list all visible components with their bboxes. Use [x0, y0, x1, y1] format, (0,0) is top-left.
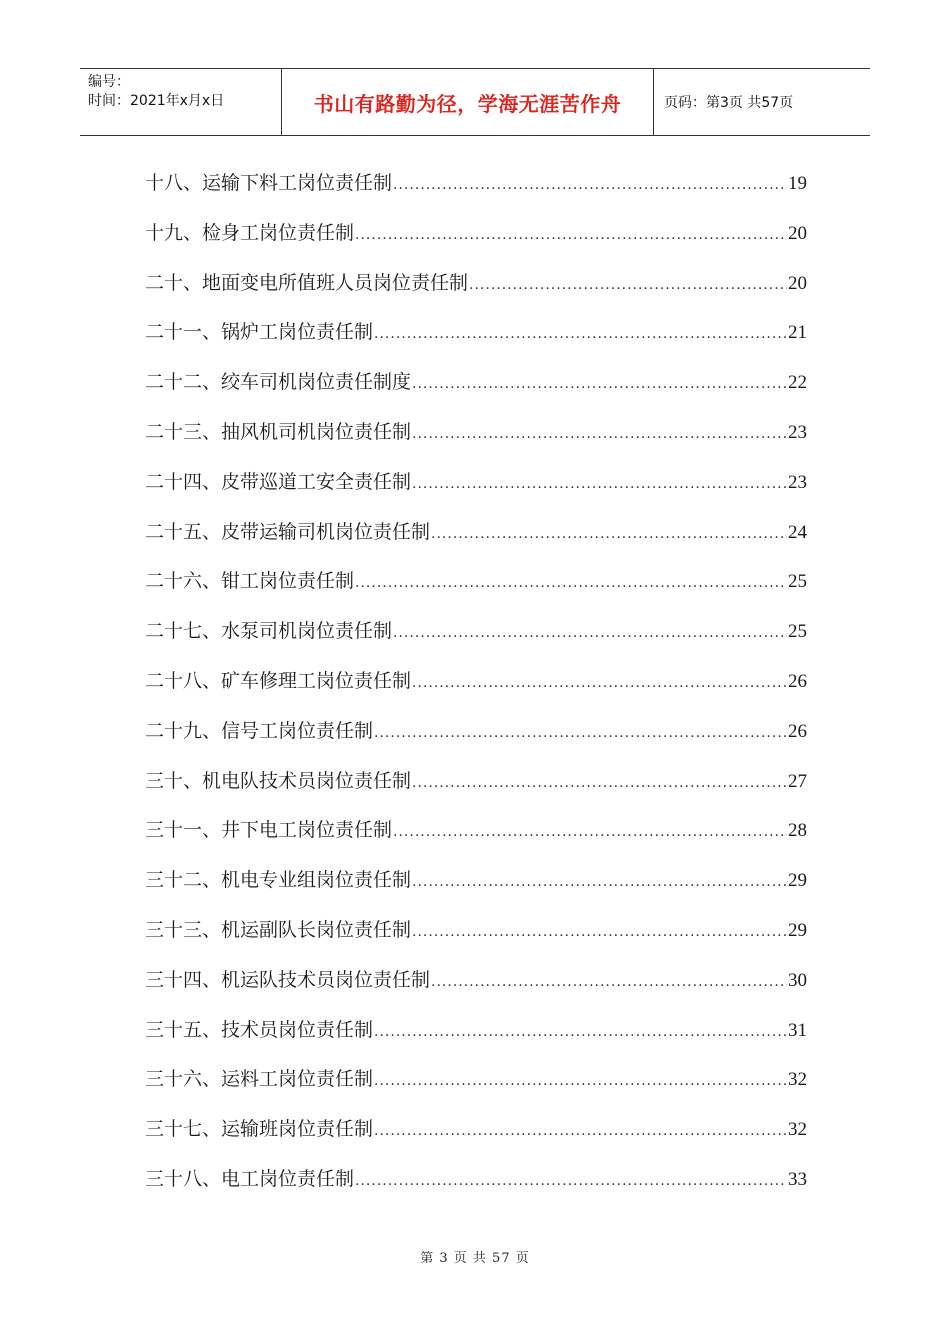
toc-entry-page: 31	[788, 1019, 807, 1041]
document-time-label: 时间：2021年x月x日	[88, 93, 225, 109]
toc-leader-dots	[355, 575, 787, 591]
toc-leader-dots	[393, 177, 787, 193]
toc-entry-title: 三十三、机运副队长岗位责任制	[145, 918, 412, 941]
toc-entry[interactable]	[145, 1114, 807, 1164]
toc-entry-page: 20	[788, 222, 807, 244]
toc-leader-dots	[374, 326, 787, 342]
toc-entry[interactable]	[145, 1064, 807, 1114]
toc-entry-page: 28	[788, 820, 807, 842]
page-header	[80, 68, 870, 136]
toc-entry[interactable]	[145, 666, 807, 716]
toc-entry[interactable]	[145, 268, 807, 318]
toc-entry[interactable]	[145, 915, 807, 965]
toc-leader-dots	[374, 1024, 787, 1040]
toc-leader-dots	[374, 1123, 787, 1139]
toc-entry-page: 27	[788, 770, 807, 792]
toc-entry-page: 23	[788, 471, 807, 493]
toc-entry-title: 二十二、绞车司机岗位责任制度	[145, 371, 412, 394]
header-motto: 书山有路勤为径，学海无涯苦作舟	[282, 69, 654, 135]
document-number-label: 编号：	[88, 74, 130, 90]
toc-entry[interactable]	[145, 766, 807, 816]
toc-leader-dots	[431, 526, 787, 542]
toc-entry-page: 22	[788, 372, 807, 394]
toc-entry-page: 21	[788, 322, 807, 344]
toc-entry-page: 19	[788, 173, 807, 194]
toc-entry-title: 三十、机电队技术员岗位责任制	[145, 769, 412, 792]
toc-entry-page: 32	[788, 1069, 807, 1091]
toc-entry-page: 29	[788, 919, 807, 941]
toc-leader-dots	[431, 974, 787, 990]
toc-leader-dots	[412, 476, 787, 492]
toc-entry-page: 33	[788, 1168, 807, 1190]
toc-leader-dots	[412, 426, 787, 442]
toc-entry-page: 29	[788, 870, 807, 892]
toc-entry[interactable]	[145, 566, 807, 616]
toc-leader-dots	[374, 1073, 787, 1089]
toc-entry-page: 23	[788, 421, 807, 443]
toc-entry-page: 26	[788, 720, 807, 742]
toc-entry[interactable]	[145, 218, 807, 268]
toc-entry[interactable]	[145, 815, 807, 865]
toc-entry[interactable]	[145, 616, 807, 666]
toc-entry[interactable]	[145, 716, 807, 766]
toc-entry-page: 26	[788, 670, 807, 692]
toc-entry-title: 三十四、机运队技术员岗位责任制	[145, 968, 431, 991]
toc-leader-dots	[393, 625, 787, 641]
toc-entry-title: 二十七、水泵司机岗位责任制	[145, 620, 393, 643]
toc-entry[interactable]	[145, 317, 807, 367]
toc-entry[interactable]	[145, 1164, 807, 1214]
toc-leader-dots	[469, 277, 787, 293]
toc-entry-page: 25	[788, 571, 807, 593]
toc-entry-title: 二十三、抽风机司机岗位责任制	[145, 420, 412, 443]
toc-entry-title: 二十九、信号工岗位责任制	[145, 719, 374, 742]
toc-entry[interactable]	[145, 417, 807, 467]
toc-entry[interactable]	[145, 367, 807, 417]
toc-entry-page: 30	[788, 969, 807, 991]
toc-leader-dots	[393, 824, 787, 840]
toc-leader-dots	[412, 675, 787, 691]
toc-leader-dots	[412, 874, 787, 890]
toc-entry-title: 二十六、钳工岗位责任制	[145, 570, 355, 593]
toc-entry[interactable]	[145, 865, 807, 915]
toc-leader-dots	[355, 1173, 787, 1189]
toc-leader-dots	[412, 376, 787, 392]
toc-entry-title: 三十五、技术员岗位责任制	[145, 1018, 374, 1041]
page-footer: 第 3 页 共 57 页	[420, 1251, 530, 1266]
toc-entry-page: 32	[788, 1119, 807, 1141]
toc-entry-title: 二十一、锅炉工岗位责任制	[145, 321, 374, 344]
toc-entry-title: 十九、检身工岗位责任制	[145, 221, 355, 244]
toc-entry[interactable]	[145, 965, 807, 1015]
toc-entry-title: 三十八、电工岗位责任制	[145, 1167, 355, 1190]
toc-entry[interactable]	[145, 1015, 807, 1065]
toc-entry-title: 二十五、皮带运输司机岗位责任制	[145, 520, 431, 543]
toc-leader-dots	[374, 725, 787, 741]
toc-leader-dots	[412, 775, 787, 791]
toc-entry-title: 二十八、矿车修理工岗位责任制	[145, 669, 412, 692]
toc-entry-title: 十八、运输下料工岗位责任制	[145, 172, 393, 194]
toc-leader-dots	[355, 227, 787, 243]
toc-entry-title: 二十四、皮带巡道工安全责任制	[145, 470, 412, 493]
toc-entry-title: 三十七、运输班岗位责任制	[145, 1118, 374, 1141]
toc-entry-title: 三十一、井下电工岗位责任制	[145, 819, 393, 842]
header-page-info: 页码：第3页 共57页	[664, 95, 794, 111]
toc-leader-dots	[412, 924, 787, 940]
table-of-contents	[145, 168, 807, 1214]
header-meta	[80, 69, 282, 135]
toc-entry[interactable]	[145, 168, 807, 218]
toc-entry-title: 二十、地面变电所值班人员岗位责任制	[145, 271, 469, 294]
toc-entry[interactable]	[145, 467, 807, 517]
toc-entry-title: 三十六、运料工岗位责任制	[145, 1068, 374, 1091]
toc-entry-page: 20	[788, 272, 807, 294]
toc-entry-page: 24	[788, 521, 807, 543]
toc-entry[interactable]	[145, 517, 807, 567]
toc-entry-title: 三十二、机电专业组岗位责任制	[145, 869, 412, 892]
toc-entry-page: 25	[788, 621, 807, 643]
